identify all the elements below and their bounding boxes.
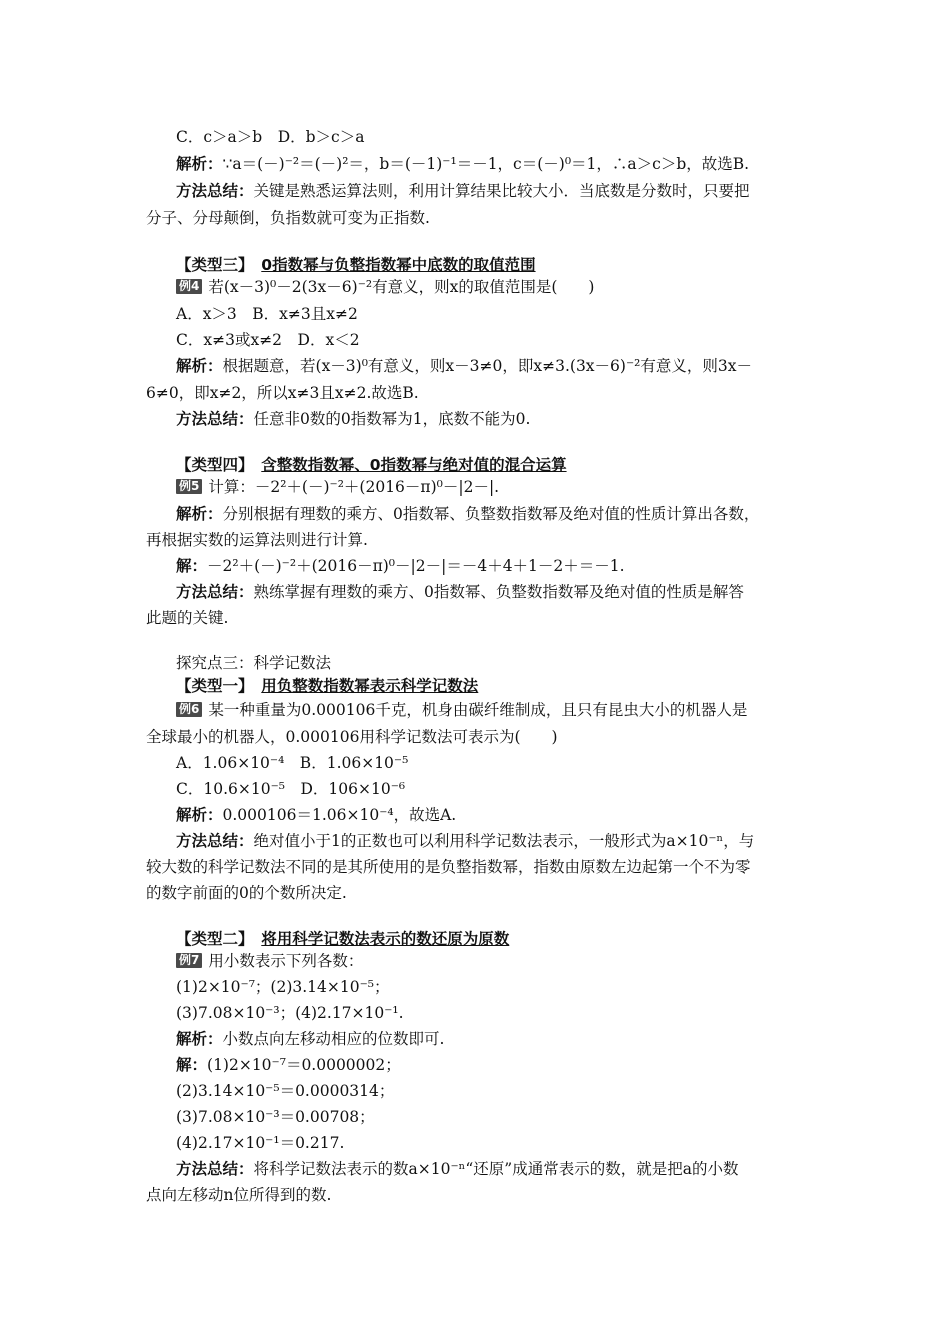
label-text: 解： [176, 557, 208, 575]
text-line [176, 126, 364, 148]
example-badge: 例6 [176, 702, 202, 717]
body-text: (1)2×10⁻⁷；(2)3.14×10⁻⁵； [176, 978, 390, 996]
label-text: 解： [176, 1056, 208, 1074]
body-text: A．1.06×10⁻⁴ B．1.06×10⁻⁵ [176, 754, 409, 772]
text-line [146, 607, 228, 629]
text-line [146, 726, 558, 748]
text-line [176, 303, 358, 325]
label-text: 解析： [176, 505, 223, 523]
label-text: 【类型一】 [176, 677, 246, 695]
text-line [176, 752, 408, 774]
body-text: 较大数的科学记数法不同的是其所使用的是负整指数幂，指数由原数左边起第一个不为零 [146, 858, 751, 876]
text-line [176, 1002, 404, 1024]
example-badge: 例5 [176, 479, 202, 494]
text-line [146, 382, 419, 404]
label-text: 【类型二】 [176, 930, 246, 948]
body-text: －2²＋(－)⁻²＋(2016－π)⁰－|2－|＝－4＋4＋1－2＋＝－1. [207, 557, 625, 575]
body-text: 用小数表示下列各数： [208, 952, 364, 970]
label-text: 【类型三】 [176, 256, 246, 274]
body-text: 全球最小的机器人，0.000106用科学记数法可表示为( ) [146, 728, 558, 746]
label-text: 解析： [176, 357, 223, 375]
label-text: 【类型四】 [176, 456, 246, 474]
body-text [246, 456, 262, 474]
text-line [176, 503, 759, 525]
body-text: (4)2.17×10⁻¹＝0.217. [176, 1134, 345, 1152]
text-line [176, 1054, 401, 1076]
body-text: 的数字前面的0的个数所决定. [146, 884, 347, 902]
body-text: 某一种重量为0.000106千克，机身由碳纤维制成，且只有昆虫大小的机器人是 [208, 701, 748, 719]
section-heading-text: 用负整数指数幂表示科学记数法 [261, 677, 479, 695]
label-text: 方法总结： [176, 832, 254, 850]
text-line [176, 1132, 344, 1154]
body-text: 任意非0数的0指数幂为1，底数不能为0. [253, 410, 531, 428]
body-text: A．x＞3 B．x≠3且x≠2 [176, 305, 358, 323]
body-text: 0.000106＝1.06×10⁻⁴，故选A. [222, 806, 457, 824]
body-text: C．10.6×10⁻⁵ D．106×10⁻⁶ [176, 780, 406, 798]
text-line [176, 976, 390, 998]
text-line [176, 254, 536, 276]
text-line [176, 950, 363, 972]
body-text: 点向左移动n位所得到的数. [146, 1186, 332, 1204]
text-line [176, 778, 405, 800]
text-line [176, 153, 749, 175]
body-text: 此题的关键. [146, 609, 229, 627]
text-line [146, 1184, 331, 1206]
body-text [246, 256, 262, 274]
example-badge: 例7 [176, 953, 202, 968]
body-text: (3)7.08×10⁻³；(4)2.17×10⁻¹. [176, 1004, 404, 1022]
body-text: 小数点向左移动相应的位数即可. [222, 1030, 445, 1048]
body-text: 再根据实数的运算法则进行计算. [146, 531, 368, 549]
body-text: 分子、分母颠倒，负指数就可变为正指数. [146, 209, 430, 227]
section-heading-text: 将用科学记数法表示的数还原为原数 [261, 930, 510, 948]
text-line [146, 882, 347, 904]
text-line [176, 1158, 738, 1180]
label-text: 方法总结： [176, 410, 254, 428]
body-text [246, 677, 262, 695]
body-text: (1)2×10⁻⁷＝0.0000002； [207, 1056, 401, 1074]
text-line [176, 699, 747, 721]
label-text: 方法总结： [176, 1160, 254, 1178]
label-text: 解析： [176, 155, 223, 173]
text-line [176, 276, 594, 298]
body-text: (2)3.14×10⁻⁵＝0.0000314； [176, 1082, 395, 1100]
label-text: 方法总结： [176, 182, 254, 200]
text-line [146, 529, 368, 551]
section-heading-text: 0指数幂与负整指数幂中底数的取值范围 [261, 256, 536, 274]
body-text: 关键是熟悉运算法则，利用计算结果比较大小．当底数是分数时，只要把 [253, 182, 750, 200]
body-text: ∵a＝(－)⁻²＝(－)²＝，b＝(－1)⁻¹＝－1，c＝(－)⁰＝1，∴a＞c＞b，故选B. [222, 155, 750, 173]
label-text: 解析： [176, 806, 223, 824]
body-text: C．x≠3或x≠2 D．x＜2 [176, 331, 360, 349]
example-badge: 例4 [176, 279, 202, 294]
text-line [176, 1106, 375, 1128]
text-line [176, 928, 509, 950]
label-text: 解析： [176, 1030, 223, 1048]
body-text: 根据题意，若(x－3)⁰有意义，则x－3≠0，即x≠3.(3x－6)⁻²有意义，则3x－ [222, 357, 752, 375]
text-line [146, 856, 751, 878]
text-line [146, 207, 430, 229]
body-text: 计算：－2²＋(－)⁻²＋(2016－π)⁰－|2－|. [208, 478, 500, 496]
text-line [176, 652, 331, 674]
body-text: 绝对值小于1的正数也可以利用科学记数法表示，一般形式为a×10⁻ⁿ，与 [253, 832, 755, 850]
text-line [176, 830, 754, 852]
text-line [176, 581, 744, 603]
body-text: 探究点三：科学记数法 [176, 654, 332, 672]
text-line [176, 329, 360, 351]
section-heading-text: 含整数指数幂、0指数幂与绝对值的混合运算 [261, 456, 567, 474]
text-line [176, 180, 750, 202]
body-text: 6≠0，即x≠2，所以x≠3且x≠2.故选B. [146, 384, 419, 402]
text-line [176, 675, 478, 697]
text-line [176, 355, 752, 377]
body-text: 若(x－3)⁰－2(3x－6)⁻²有意义，则x的取值范围是( ) [208, 278, 595, 296]
text-line [176, 476, 499, 498]
body-text: 分别根据有理数的乘方、0指数幂、负整数指数幂及绝对值的性质计算出各数， [222, 505, 760, 523]
text-line [176, 1080, 394, 1102]
text-line [176, 1028, 444, 1050]
text-line [176, 408, 530, 430]
text-line [176, 555, 625, 577]
body-text: 将科学记数法表示的数a×10⁻ⁿ“还原”成通常表示的数，就是把a的小数 [253, 1160, 739, 1178]
body-text: C．c＞a＞b D．b＞c＞a [176, 128, 365, 146]
body-text [246, 930, 262, 948]
label-text: 方法总结： [176, 583, 254, 601]
body-text: (3)7.08×10⁻³＝0.00708； [176, 1108, 375, 1126]
text-line [176, 804, 456, 826]
body-text: 熟练掌握有理数的乘方、0指数幂、负整数指数幂及绝对值的性质是解答 [253, 583, 744, 601]
text-line [176, 454, 567, 476]
